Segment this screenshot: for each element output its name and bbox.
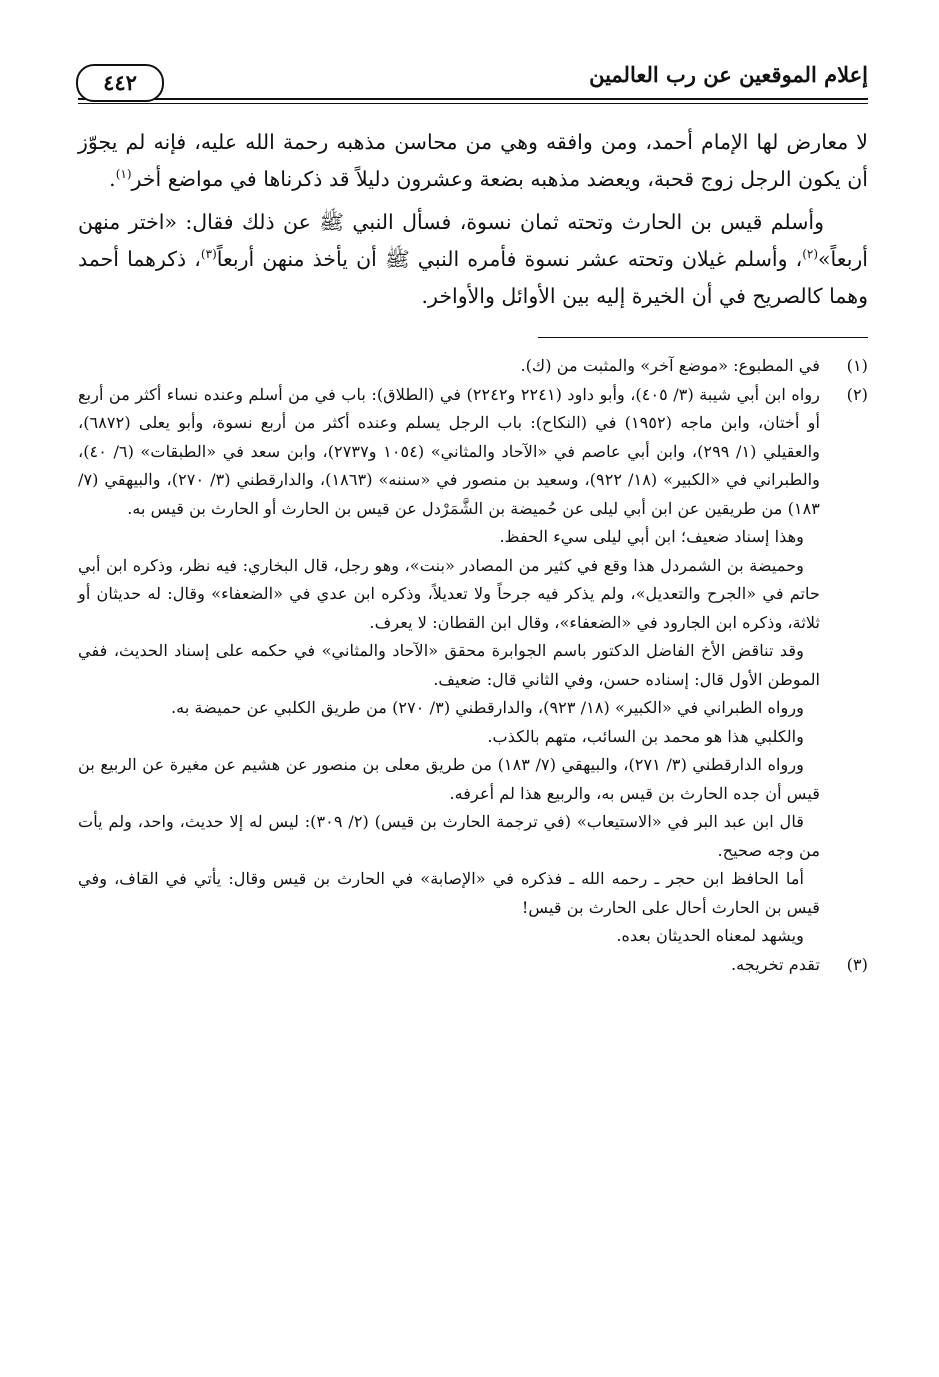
footnote-2 xyxy=(78,381,868,951)
footnote-number: (١) xyxy=(846,356,868,375)
footnote-body xyxy=(78,381,820,951)
footnote-number: (٢) xyxy=(846,384,868,404)
footnote-separator xyxy=(538,337,868,338)
footnote-paragraph: والكلبي هذا هو محمد بن السائب، متهم بالكذب. xyxy=(487,726,804,746)
footnote-text: تقدم تخريجه. xyxy=(730,954,820,974)
paragraph-2 xyxy=(78,204,868,315)
footnote-paragraph: ورواه الطبراني في «الكبير» (١٨/ ٩٢٣)، والدارقطني (٣/ ٢٧٠) من طريق الكلبي عن حميضة به. xyxy=(171,698,804,717)
footnote-1 xyxy=(78,352,868,381)
book-page xyxy=(78,60,868,1350)
footnote-paragraph: وحميضة بن الشمردل هذا وقع في كثير من المصادر «بنت»، وهو رجل، قال البخاري: فيه نظر، وذكره ابن أبي حاتم في «الجرح والتعديل»، ولم يذكر فيه جرحاً ولا تعديلاً، وذكره ابن عدي في «الضعفاء» وقال: له حديثان أو ثلاثة، وذكره ابن الجارود في «الضعفاء»، وقال ابن القطان: لا يعرف. xyxy=(78,555,820,632)
footnote-paragraph: رواه ابن أبي شيبة (٣/ ٤٠٥)، وأبو داود (٢٢٤١ و٢٢٤٢) في (الطلاق): باب في من أسلم وعنده نساء أكثر من أربع أو أختان، وابن ماجه (١٩٥٢) في (النكاح): باب الرجل يسلم وعنده أكثر من أربع نسوة، وأبو يعلى (٦٨٧٢)، والعقيلي (١/ ٢٩٩)، وابن أبي عاصم في «الآحاد والمثاني» (١٠٥٤ و٢٧٣٧)، وابن سعد في «الطبقات» (٦/ ٤٠)، والطبراني في «الكبير» (١٨/ ٩٢٢)، وسعيد بن منصور في «سننه» (١٨٦٣)، والدارقطني (٣/ ٢٧٠)، والبيهقي (٧/ ١٨٣) من طريقين عن ابن أبي ليلى عن حُميضة بن الشَّمَرْدل عن قيس بن الحارث أو الحارث بن قيس به. xyxy=(78,384,820,518)
footnotes xyxy=(78,352,868,979)
footnote-paragraph: وهذا إسناد ضعيف؛ ابن أبي ليلى سيء الحفظ. xyxy=(499,527,804,546)
paragraph-2-text-a: وأسلم قيس بن الحارث وتحته ثمان نسوة، فسأل النبي ﷺ عن ذلك فقال: «اختر منهن أربعاً» xyxy=(78,210,868,271)
footnote-ref-2[interactable]: (٢) xyxy=(802,247,819,262)
footnote-body xyxy=(78,951,820,980)
footnote-paragraph: وقد تناقض الأخ الفاضل الدكتور باسم الجوابرة محقق «الآحاد والمثاني» في حكمه على إسناد الحديث، ففي الموطن الأول قال: إسناده حسن، وفي الثاني قال: ضعيف. xyxy=(78,641,820,689)
footnote-ref-3[interactable]: (٣) xyxy=(200,247,217,262)
main-text xyxy=(78,124,868,315)
paragraph-1 xyxy=(78,124,868,198)
header-rule xyxy=(78,98,868,100)
footnote-paragraph: قال ابن عبد البر في «الاستيعاب» (في ترجمة الحارث بن قيس) (٢/ ٣٠٩): ليس له إلا حديث، واحد، ولم يأت من وجه صحيح. xyxy=(78,812,820,860)
footnote-paragraph: ويشهد لمعناه الحديثان بعده. xyxy=(616,926,804,945)
paragraph-2-text-b: ، وأسلم غيلان وتحته عشر نسوة فأمره النبي ﷺ أن يأخذ منهن أربعاً xyxy=(216,247,803,271)
footnote-paragraph: ورواه الدارقطني (٣/ ٢٧١)، والبيهقي (٧/ ١٨٣) من طريق معلى بن منصور عن هشيم عن مغيرة عن الربيع بن قيس أن جده الحارث بن قيس به، والربيع هذا لم أعرفه. xyxy=(78,755,820,803)
header-rule-thin xyxy=(78,103,868,104)
running-title: إعلام الموقعين عن رب العالمين xyxy=(589,62,868,87)
footnote-3 xyxy=(78,951,868,980)
footnote-number: (٣) xyxy=(846,954,868,974)
paragraph-1-end: . xyxy=(109,167,116,191)
paragraph-2-text-c: ، ذكرهما أحمد وهما كالصريح في أن الخيرة إليه بين الأوائل والأواخر. xyxy=(78,247,868,308)
footnote-ref-1[interactable]: (١) xyxy=(115,167,132,182)
footnote-body xyxy=(78,352,820,381)
page-number-badge: ٤٤٢ xyxy=(76,64,164,102)
paragraph-1-text: لا معارض لها الإمام أحمد، ومن وافقه وهي من محاسن مذهبه رحمة الله عليه، فإنه لم يجوّز أن يكون الرجل زوج قحبة، ويعضد مذهبه بضعة وعشرون دليلاً قد ذكرناها في مواضع أخر xyxy=(78,130,868,191)
footnote-text: في المطبوع: «موضع آخر» والمثبت من (ك). xyxy=(520,356,820,375)
page-header xyxy=(78,60,868,106)
footnote-paragraph: أما الحافظ ابن حجر ـ رحمه الله ـ فذكره في «الإصابة» في الحارث بن قيس وقال: يأتي في القاف، وفي قيس بن الحارث أحال على الحارث بن قيس! xyxy=(78,869,820,917)
